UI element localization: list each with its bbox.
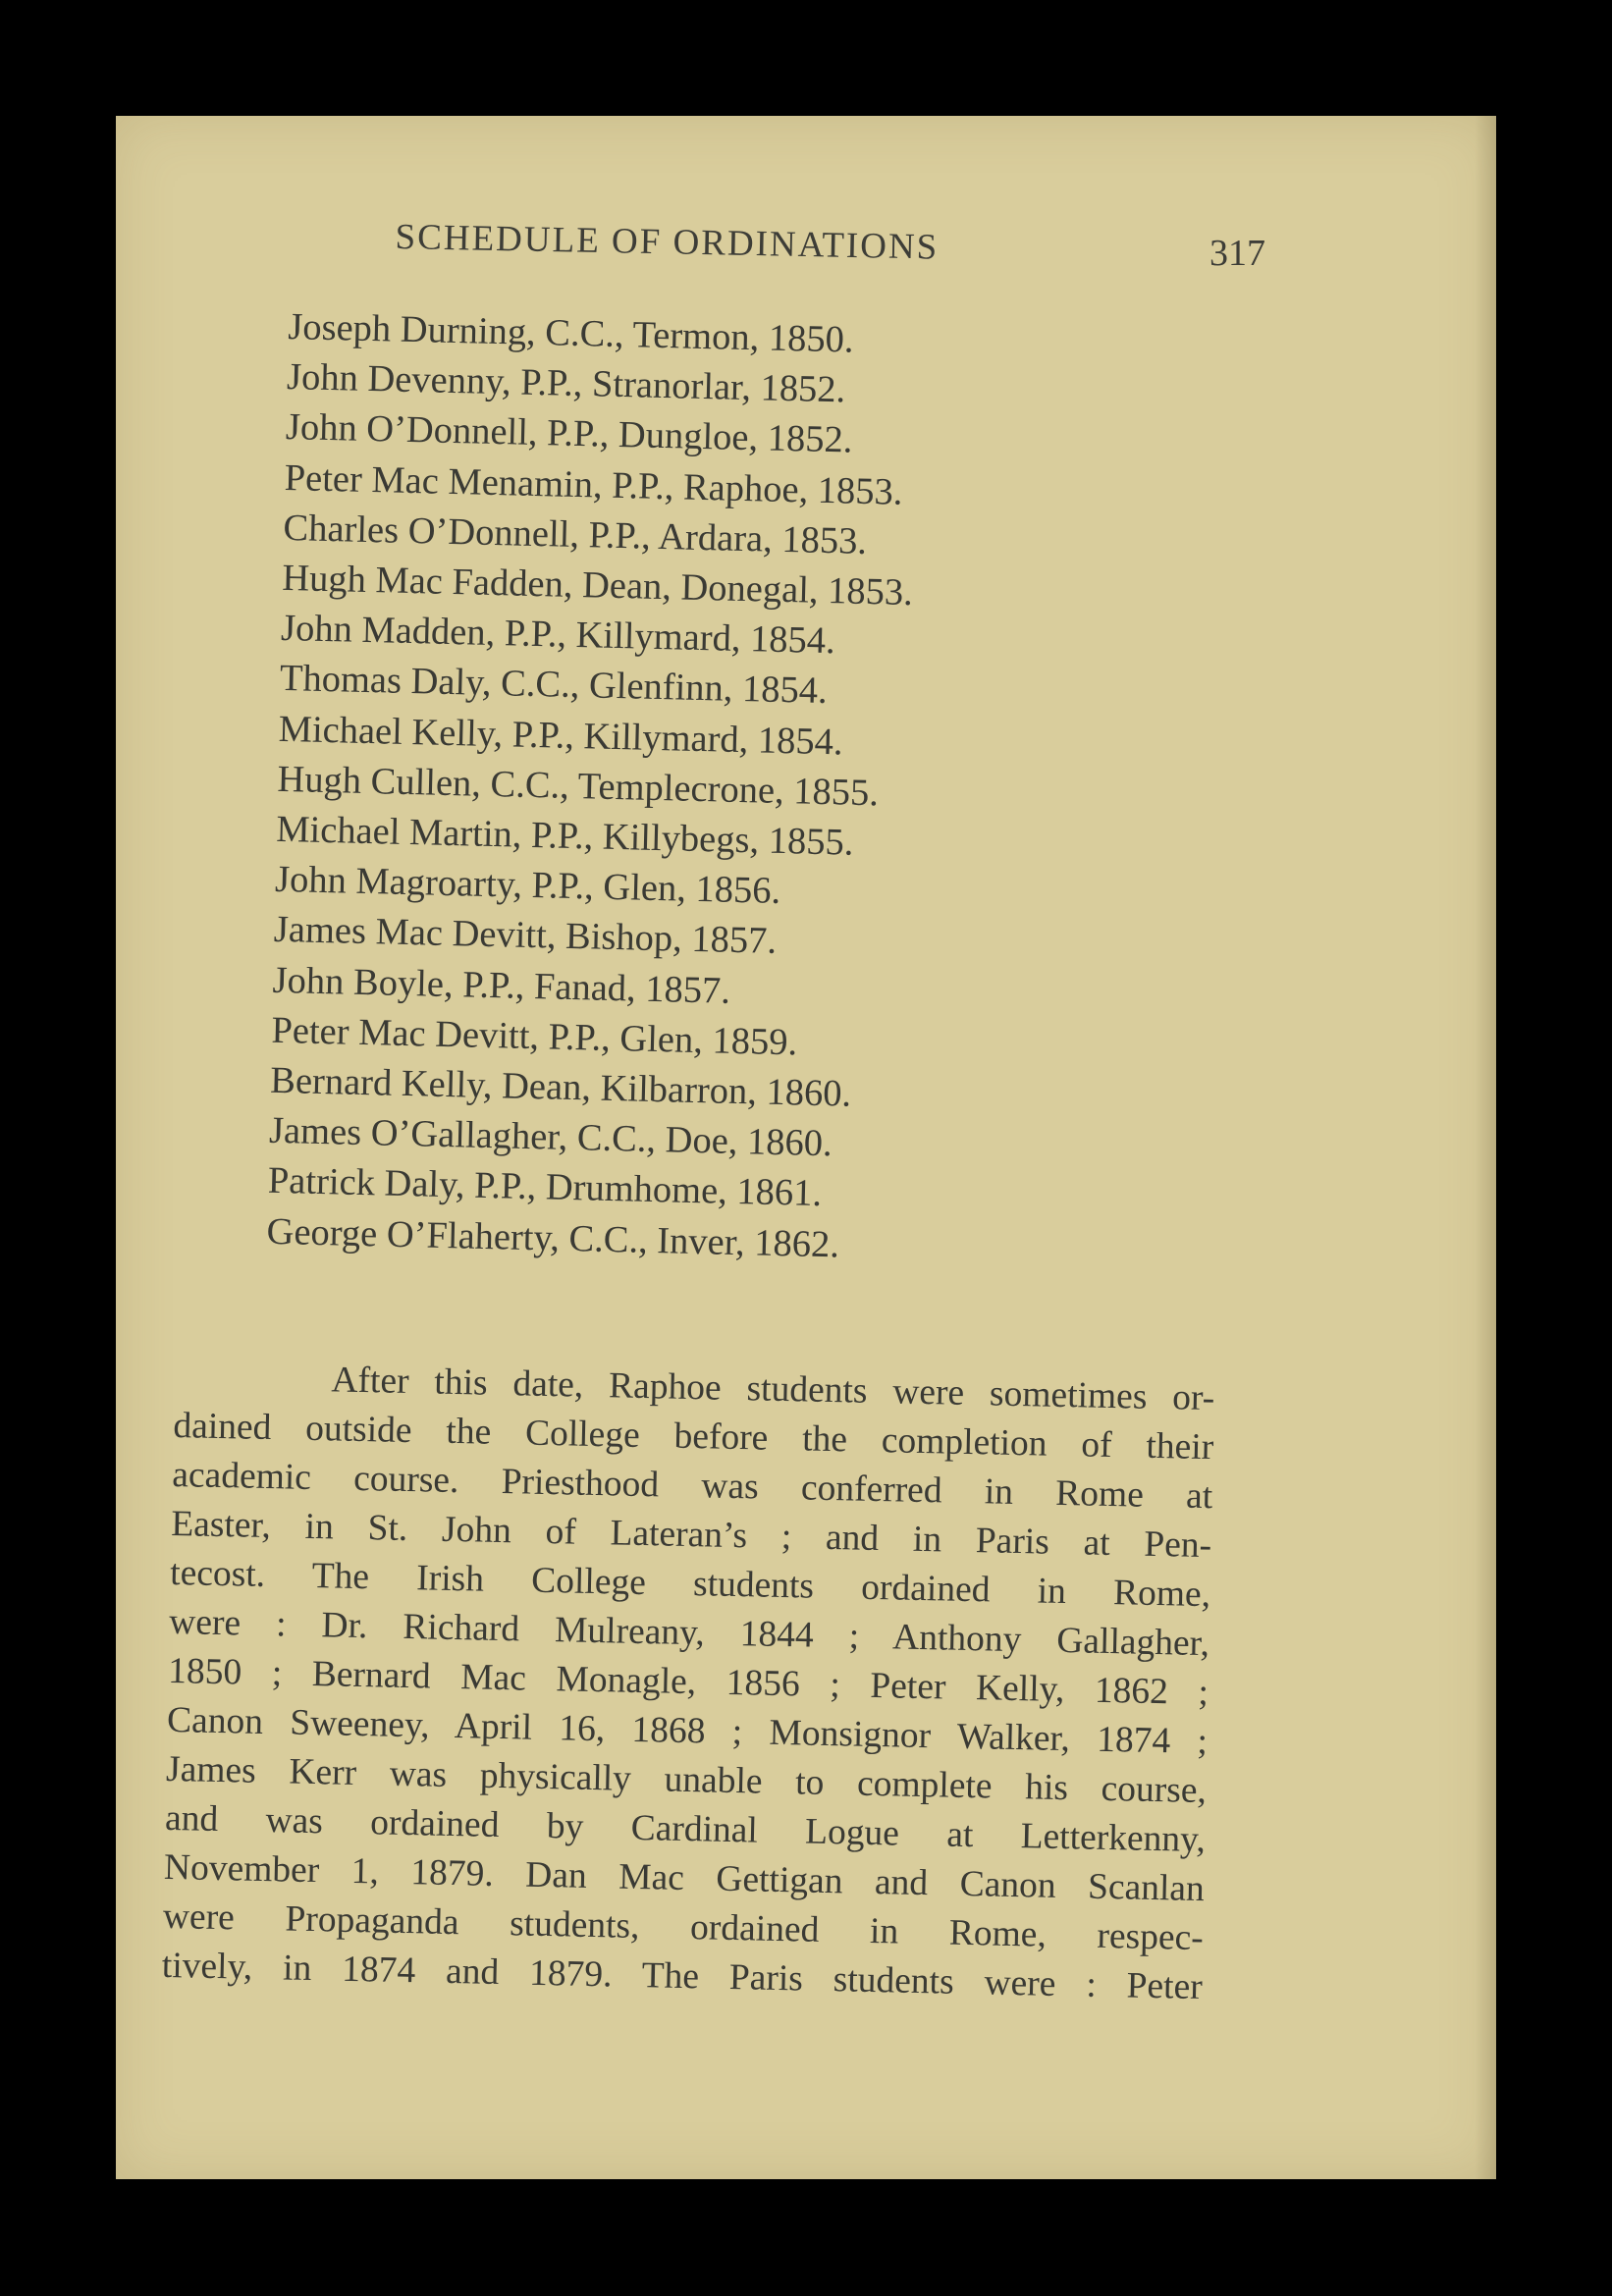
ordination-entry: Peter Mac Menamin, P.P., Raphoe, 1853. <box>284 456 903 513</box>
ordination-entry: Hugh Cullen, C.C., Templecrone, 1855. <box>277 758 880 815</box>
page-edge-shadow <box>1475 116 1496 2179</box>
ordination-entry: James O’Gallagher, C.C., Doe, 1860. <box>268 1110 833 1165</box>
ordination-entry: Hugh Mac Fadden, Dean, Donegal, 1853. <box>281 557 914 614</box>
running-title: SCHEDULE OF ORDINATIONS <box>395 216 940 268</box>
ordination-entry: John Devenny, P.P., Stranorlar, 1852. <box>286 356 846 411</box>
ordination-entry: Patrick Daly, P.P., Drumhome, 1861. <box>267 1160 823 1215</box>
paragraph-line: Canon Sweeney, April 16, 1868 ; Monsignor Walker, 1874 ; <box>166 1699 1209 1763</box>
ordination-entry: Michael Martin, P.P., Killybegs, 1855. <box>275 808 854 864</box>
paragraph-line: were : Dr. Richard Mulreany, 1844 ; Anthony Gallagher, <box>168 1601 1210 1665</box>
paragraph-line: After this date, Raphoe students were sometimes or- <box>331 1360 1215 1419</box>
ordination-entry: Michael Kelly, P.P., Killymard, 1854. <box>278 708 844 764</box>
ordination-entry: Bernard Kelly, Dean, Kilbarron, 1860. <box>269 1059 852 1115</box>
paragraph-line: dained outside the College before the completion of their <box>173 1405 1214 1468</box>
paragraph-line: tecost. The Irish College students ordained in Rome, <box>169 1552 1211 1616</box>
paragraph-line: James Kerr was physically unable to complete his course, <box>165 1748 1208 1812</box>
page-number: 317 <box>1209 233 1265 274</box>
paragraph-line: 1850 ; Bernard Mac Monagle, 1856 ; Peter Kelly, 1862 ; <box>167 1650 1209 1714</box>
ordination-entry: John Magroarty, P.P., Glen, 1856. <box>274 859 781 913</box>
ordination-entry: John Madden, P.P., Killymard, 1854. <box>280 608 836 663</box>
ordination-entry: John O’Donnell, P.P., Dungloe, 1852. <box>285 406 853 461</box>
ordination-entry: Thomas Daly, C.C., Glenfinn, 1854. <box>279 658 829 713</box>
ordination-entry: Charles O’Donnell, P.P., Ardara, 1853. <box>283 507 868 562</box>
paragraph-line: tively, in 1874 and 1879. The Paris students were : Peter <box>161 1945 1204 2008</box>
paragraph-line: and was ordained by Cardinal Logue at Letterkenny, <box>164 1797 1207 1861</box>
body-paragraph <box>161 1353 1214 2012</box>
ordination-entry: Joseph Durning, C.C., Termon, 1850. <box>287 305 854 361</box>
ordination-list <box>266 302 919 1272</box>
ordination-entry: John Boyle, P.P., Fanad, 1857. <box>272 959 731 1012</box>
book-page <box>116 116 1496 2179</box>
paragraph-line: November 1, 1879. Dan Mac Gettigan and Canon Scanlan <box>163 1846 1206 1910</box>
paragraph-line: Easter, in St. John of Lateran’s ; and in Paris at Pen- <box>170 1503 1212 1567</box>
paragraph-line: academic course. Priesthood was conferred in Rome at <box>171 1454 1213 1518</box>
ordination-entry: James Mac Devitt, Bishop, 1857. <box>273 909 778 963</box>
ordination-entry: George O’Flaherty, C.C., Inver, 1862. <box>266 1210 840 1266</box>
ordination-entry: Peter Mac Devitt, P.P., Glen, 1859. <box>271 1009 798 1064</box>
paragraph-line: were Propaganda students, ordained in Rome, respec- <box>162 1896 1205 1959</box>
